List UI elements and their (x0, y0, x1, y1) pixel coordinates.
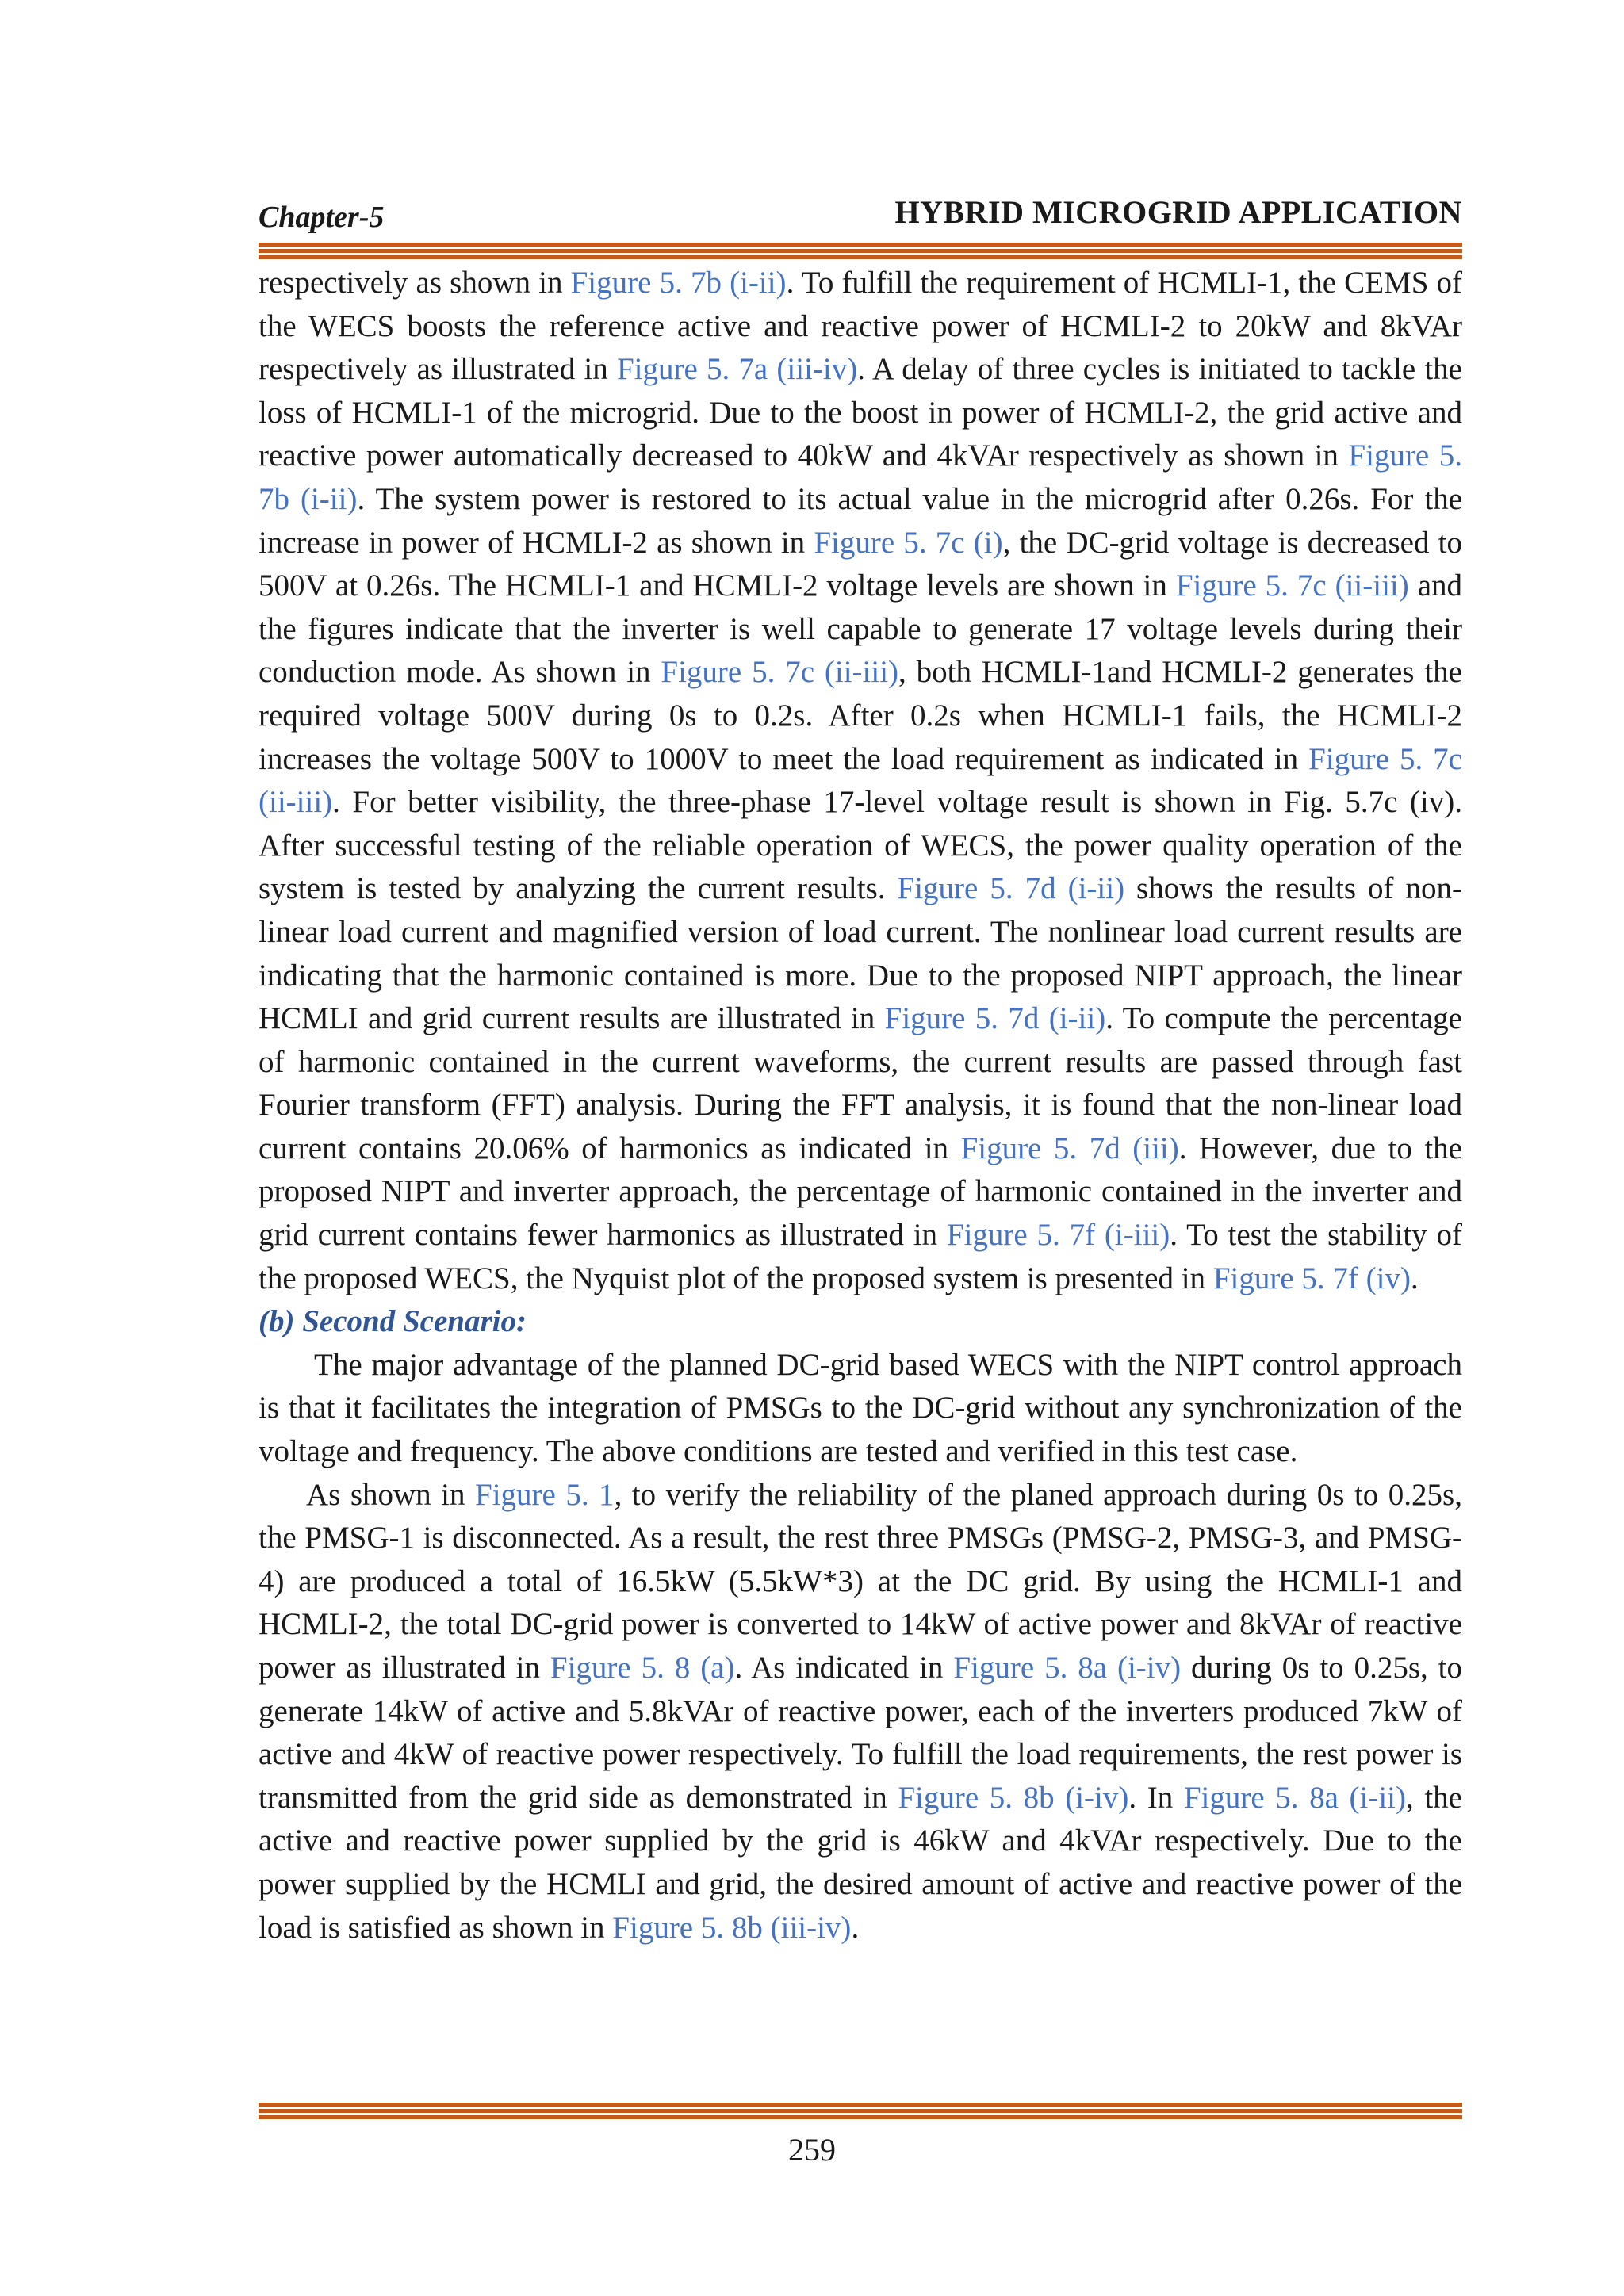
body-text-run: , the active and reactive power supplied by the grid is 46kW and 4kVAr respectively. Due to the power supplied by the HCMLI and grid, the desired amount of active and reactive power of the load is satisfied as shown in (259, 1780, 1462, 1945)
figure-reference-link[interactable]: Figure 5. 7d (i-ii) (884, 1001, 1106, 1036)
figure-reference-link[interactable]: Figure 5. 8b (iii-iv) (612, 1910, 852, 1945)
body-text-run: respectively as shown in (259, 266, 571, 300)
running-header (259, 192, 1462, 232)
figure-reference-link[interactable]: Figure 5. 7b (i-ii) (259, 438, 1462, 516)
running-title: HYBRID MICROGRID APPLICATION (894, 194, 1462, 230)
figure-reference-link[interactable]: Figure 5. 7a (iii-iv) (616, 352, 858, 387)
body-text-run: , both HCMLI-1and HCMLI-2 generates the required voltage 500V during 0s to 0.2s. After 0.2s when HCMLI-1 fails, the HCMLI-2 increases the voltage 500V to 1000V to meet the load requirement as indicated in (259, 655, 1462, 776)
figure-reference-link[interactable]: Figure 5. 8a (i-iv) (953, 1651, 1182, 1685)
figure-reference-link[interactable]: Figure 5. 8a (i-ii) (1183, 1780, 1406, 1815)
footer-rule (259, 2103, 1462, 2119)
figure-reference-link[interactable]: Figure 5. 7b (i-ii) (570, 266, 787, 300)
body-text-run: , to verify the reliability of the planed approach during 0s to 0.25s, the PMSG-1 is disconnected. As a result, the rest three PMSGs (PMSG-2, PMSG-3, and PMSG-4) are produced a total of 16.5kW (5.5kW*3) at the DC grid. By using the HCMLI-1 and HCMLI-2, the total DC-grid power is converted to 14kW of active power and 8kVAr of reactive power as illustrated in (259, 1477, 1462, 1685)
body-text-run: , the DC-grid voltage is decreased to 500V at 0.26s. The HCMLI-1 and HCMLI-2 voltage levels are shown in (259, 525, 1462, 603)
figure-reference-link[interactable]: Figure 5. 7c (ii-iii) (1175, 568, 1409, 603)
page-number: 259 (788, 2132, 836, 2168)
figure-reference-link[interactable]: Figure 5. 1 (475, 1477, 615, 1512)
body-text-run: . As indicated in (734, 1651, 954, 1685)
body-text-run: . (1410, 1261, 1419, 1295)
body-text-run: shows the results of non-linear load current and magnified version of load current. The nonlinear load current results are indicating that the harmonic contained is more. Due to the proposed NIPT approach, the linear HCMLI and grid current results are illustrated in (259, 871, 1462, 1036)
paragraph-continuation (259, 262, 1462, 1300)
figure-reference-link[interactable]: Figure 5. 7d (i-ii) (897, 871, 1125, 906)
figure-reference-link[interactable]: Figure 5. 8b (i-iv) (898, 1780, 1129, 1815)
figure-reference-link[interactable]: Figure 5. 7c (ii-iii) (259, 741, 1462, 820)
paragraph-advantage (259, 1344, 1462, 1474)
body-text-run: As shown in (306, 1477, 475, 1512)
body-text-run: . In (1128, 1780, 1184, 1815)
chapter-label: Chapter-5 (259, 201, 385, 234)
body-text-run: . (851, 1910, 860, 1945)
figure-reference-link[interactable]: Figure 5. 7d (iii) (960, 1131, 1179, 1165)
body-text (259, 262, 1462, 1950)
body-text-run: . A delay of three cycles is initiated to tackle the loss of HCMLI-1 of the microgrid. Due to the boost in power of HCMLI-2, the grid active and reactive power automatically decreased to 40kW and 4kVAr respectively as shown in (259, 352, 1462, 473)
body-text-run: . The system power is restored to its actual value in the microgrid after 0.26s. For the increase in power of HCMLI-2 as shown in (259, 481, 1463, 560)
body-text-run: . However, due to the proposed NIPT and inverter approach, the percentage of harmonic contained in the inverter and grid current contains fewer harmonics as illustrated in (259, 1131, 1462, 1253)
figure-reference-link[interactable]: Figure 5. 7c (ii-iii) (661, 655, 899, 690)
subheading-second-scenario: (b) Second Scenario: (259, 1304, 527, 1339)
body-text-run: The major advantage of the planned DC-grid based WECS with the NIPT control approach is that it facilitates the integration of PMSGs to the DC-grid without any synchronization of the voltage and frequency. The above conditions are tested and verified in this test case. (259, 1347, 1462, 1469)
figure-reference-link[interactable]: Figure 5. 7f (i-iii) (946, 1218, 1170, 1253)
figure-reference-link[interactable]: Figure 5. 7f (iv) (1212, 1261, 1411, 1295)
body-text-run: and the figures indicate that the inverter is well capable to generate 17 voltage levels during their conduction mode. As shown in (259, 568, 1462, 690)
body-text-run: . For better visibility, the three-phase 17-level voltage result is shown in Fig. 5.7c (iv). After successful testing of the reliable operation of WECS, the power quality operation of the system is tested by analyzing the current results. (259, 785, 1462, 906)
body-text-run: . To fulfill the requirement of HCMLI-1, the CEMS of the WECS boosts the reference active and reactive power of HCMLI-2 to 20kW and 8kVAr respectively as illustrated in (259, 266, 1463, 387)
header-rule (259, 243, 1462, 259)
body-text-run: . To compute the percentage of harmonic contained in the current waveforms, the current results are passed through fast Fourier transform (FFT) analysis. During the FFT analysis, it is found that the non-linear load current contains 20.06% of harmonics as indicated in (259, 1001, 1462, 1165)
paragraph-verification (259, 1474, 1462, 1950)
body-text-run: during 0s to 0.25s, to generate 14kW of active and 5.8kVAr of reactive power, each of the inverters produced 7kW of active and 4kW of reactive power respectively. To fulfill the load requirements, the rest power is transmitted from the grid side as demonstrated in (259, 1651, 1462, 1815)
body-text-run: . To test the stability of the proposed WECS, the Nyquist plot of the proposed system is presented in (259, 1218, 1462, 1295)
figure-reference-link[interactable]: Figure 5. 7c (i) (814, 525, 1003, 560)
figure-reference-link[interactable]: Figure 5. 8 (a) (550, 1651, 735, 1685)
